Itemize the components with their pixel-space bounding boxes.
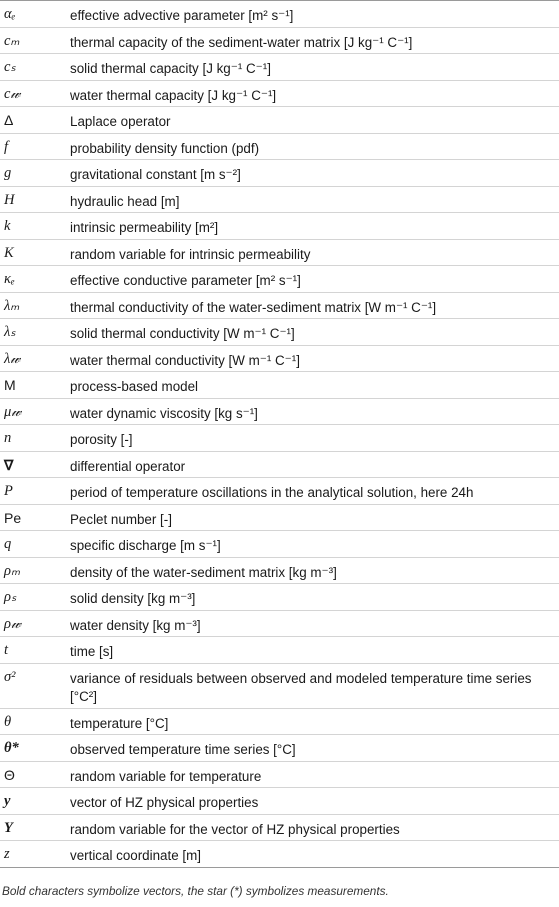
symbol-cell: q [4,536,12,552]
description-cell: observed temperature time series [°C] [70,742,296,757]
table-row [0,213,559,240]
table-row [0,293,559,320]
description-cell: random variable for temperature [70,768,262,784]
symbol-cell: λ𝓌 [4,350,21,367]
symbol-cell: κₑ [4,271,15,287]
description-cell: solid thermal conductivity [W m⁻¹ C⁻¹] [70,326,295,341]
symbol-cell: αₑ [4,6,16,22]
description-cell: random variable for intrinsic permeability [70,246,311,262]
symbol-cell: Y [4,819,13,836]
table-row [0,478,559,505]
symbol-cell: Pe [4,509,22,526]
table-row [0,584,559,611]
symbol-cell: k [4,218,11,234]
symbol-cell: λₘ [4,297,20,314]
table-row [0,762,559,789]
table-row [0,107,559,134]
symbol-cell: M [4,377,16,393]
description-cell: random variable for the vector of HZ physical properties [70,821,400,837]
table-row [0,266,559,293]
symbol-cell: H [4,191,15,208]
symbol-cell: λₛ [4,324,16,340]
table-row [0,841,559,868]
symbol-cell: Δ [4,112,14,128]
table-row [0,637,559,664]
description-cell: variance of residuals between observed and modeled temperature time series [°C²] [70,670,532,704]
symbol-cell: f [4,138,9,155]
description-cell: porosity [-] [70,432,133,447]
description-cell: thermal capacity of the sediment-water matrix [J kg⁻¹ C⁻¹] [70,34,413,50]
description-cell: water thermal capacity [J kg⁻¹ C⁻¹] [70,87,277,103]
table-row [0,815,559,842]
symbol-cell: θ* [4,740,19,756]
description-cell: temperature [°C] [70,715,169,731]
table-row [0,709,559,736]
description-cell: effective advective parameter [m² s⁻¹] [70,8,294,23]
symbol-cell: ρₘ [4,562,20,579]
table-row [0,558,559,585]
description-cell: probability density function (pdf) [70,140,260,156]
table-row [0,452,559,479]
table-row [0,187,559,214]
table-row [0,788,559,815]
table-row [0,425,559,452]
description-cell: intrinsic permeability [m²] [70,220,219,235]
description-cell: gravitational constant [m s⁻²] [70,167,241,182]
symbol-cell: Θ [4,766,15,783]
description-cell: differential operator [70,458,186,474]
table-row [0,54,559,81]
symbol-cell: n [4,430,12,446]
table-row [0,319,559,346]
table-row [0,346,559,373]
description-cell: solid density [kg m⁻³] [70,591,196,606]
table-row [0,134,559,161]
description-cell: process-based model [70,379,199,394]
symbol-cell: ρₛ [4,589,17,605]
table-row [0,611,559,638]
description-cell: vertical coordinate [m] [70,848,201,863]
description-cell: water density [kg m⁻³] [70,617,201,633]
table-row [0,664,559,709]
table-row [0,399,559,426]
symbol-cell: K [4,244,14,261]
symbol-cell: ∇ [4,456,14,473]
symbol-cell: θ [4,713,12,730]
description-cell: vector of HZ physical properties [70,795,259,810]
symbol-cell: P [4,483,13,499]
description-cell: Laplace operator [70,114,171,129]
table-row [0,505,559,532]
symbol-cell: t [4,642,9,658]
symbol-cell: z [4,846,10,862]
symbol-cell: c𝓌 [4,85,21,102]
symbol-cell: σ² [4,668,16,685]
description-cell: time [s] [70,644,114,659]
description-cell: effective conductive parameter [m² s⁻¹] [70,273,301,288]
description-cell: water thermal conductivity [W m⁻¹ C⁻¹] [70,352,300,368]
description-cell: hydraulic head [m] [70,193,180,209]
table-row [0,81,559,108]
symbol-cell: y [4,793,11,809]
symbol-cell: g [4,165,12,181]
symbol-cell: cₘ [4,32,20,49]
table-row [0,372,559,399]
table-row [0,160,559,187]
table-row [0,1,559,28]
description-cell: thermal conductivity of the water-sediment matrix [W m⁻¹ C⁻¹] [70,299,437,315]
description-cell: period of temperature oscillations in the analytical solution, here 24h [70,485,474,500]
table-footnote: Bold characters symbolize vectors, the star (*) symbolizes measurements. [2,884,389,898]
description-cell: Peclet number [-] [70,511,172,527]
table-row [0,531,559,558]
description-cell: solid thermal capacity [J kg⁻¹ C⁻¹] [70,61,271,76]
table-row [0,735,559,762]
symbol-cell: cₛ [4,59,16,75]
description-cell: density of the water-sediment matrix [kg m⁻³] [70,564,337,580]
description-cell: water dynamic viscosity [kg s⁻¹] [70,405,258,421]
symbol-cell: ρ𝓌 [4,615,22,632]
table-row [0,240,559,267]
table-row [0,28,559,55]
description-cell: specific discharge [m s⁻¹] [70,538,221,553]
symbol-cell: μ𝓌 [4,403,22,420]
